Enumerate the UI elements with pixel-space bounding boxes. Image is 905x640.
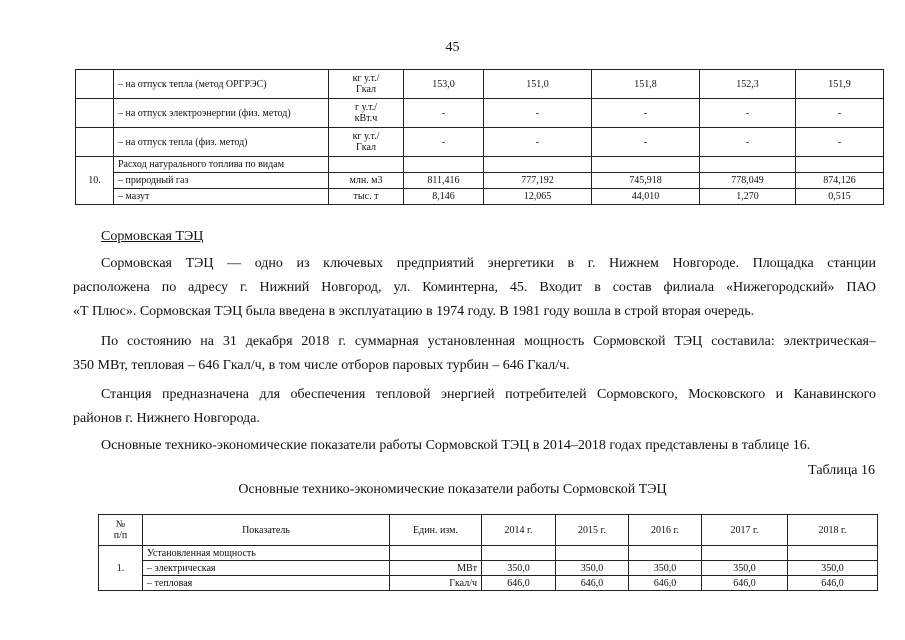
row-number-cell: 10. [76,157,114,205]
header-cell: № п/п [99,515,143,546]
bottom-table [98,514,878,591]
value-cell: 646,0 [556,576,629,591]
table-title: Основные технико-экономические показатели работы Сормовской ТЭЦ [238,482,667,497]
row-number-cell [76,99,114,128]
table-row [99,576,878,591]
page-number: 45 [445,40,460,55]
paragraph-2 [73,330,876,378]
value-cell: 745,918 [592,173,700,189]
value-cell [796,157,884,173]
value-cell: 777,192 [484,173,592,189]
text-line: районов г. Нижнего Новгорода. [73,411,260,426]
value-cell: 646,0 [482,576,556,591]
table-row [76,189,884,205]
value-cell: 350,0 [629,561,702,576]
header-cell: 2016 г. [629,515,702,546]
value-cell [629,546,702,561]
value-cell: 8,146 [404,189,484,205]
text-line: расположена по адресу г. Нижний Новгород, ул. Коминтерна, 45. Входит в состав филиала «Нижегородский» ПАО [73,280,876,295]
indicator-cell: – тепловая [143,576,390,591]
unit-cell: г у.т./ кВт.ч [329,99,404,128]
unit-cell: Гкал/ч [390,576,482,591]
text-line: Станция предназначена для обеспечения тепловой энергией потребителей Сормовского, Московского и Канавинского [101,387,876,402]
value-cell [482,546,556,561]
value-cell: - [484,128,592,157]
value-cell: 778,049 [700,173,796,189]
value-cell: 12,065 [484,189,592,205]
indicator-cell: – природный газ [114,173,329,189]
value-cell: - [700,128,796,157]
value-cell: 151,8 [592,70,700,99]
text-line: По состоянию на 31 декабря 2018 г. суммарная установленная мощность Сормовской ТЭЦ составила: электрическая– [101,334,876,349]
value-cell: - [592,99,700,128]
section-heading: Сормовская ТЭЦ [101,229,204,244]
unit-cell [329,157,404,173]
value-cell: 44,010 [592,189,700,205]
header-cell: 2015 г. [556,515,629,546]
table-row [99,561,878,576]
unit-cell: МВт [390,561,482,576]
paragraph-1 [73,252,876,324]
value-cell [592,157,700,173]
value-cell: 151,0 [484,70,592,99]
value-cell: 0,515 [796,189,884,205]
value-cell [700,157,796,173]
value-cell: 350,0 [556,561,629,576]
value-cell: 646,0 [629,576,702,591]
value-cell: 646,0 [788,576,878,591]
unit-cell: кг у.т./ Гкал [329,70,404,99]
value-cell: 350,0 [482,561,556,576]
table-header-row [99,515,878,546]
table-row [76,157,884,173]
value-cell: 152,3 [700,70,796,99]
text-line: 350 МВт, тепловая – 646 Гкал/ч, в том числе отборов паровых турбин – 646 Гкал/ч. [73,358,570,373]
row-number-cell: 1. [99,546,143,591]
indicator-cell: – на отпуск тепла (метод ОРГРЭС) [114,70,329,99]
table-row [76,99,884,128]
header-cell: 2017 г. [702,515,788,546]
indicator-cell: Установленная мощность [143,546,390,561]
value-cell [404,157,484,173]
indicator-cell: – мазут [114,189,329,205]
unit-cell [390,546,482,561]
paragraph-4 [101,434,876,458]
value-cell: - [484,99,592,128]
unit-cell: тыс. т [329,189,404,205]
value-cell: 646,0 [702,576,788,591]
value-cell: - [592,128,700,157]
value-cell: - [796,128,884,157]
value-cell: 350,0 [702,561,788,576]
header-cell: Един. изм. [390,515,482,546]
table-label: Таблица 16 [808,463,875,478]
indicator-cell: – электрическая [143,561,390,576]
row-number-cell [76,70,114,99]
value-cell: 874,126 [796,173,884,189]
value-cell [484,157,592,173]
paragraph-3 [73,383,876,431]
value-cell [788,546,878,561]
value-cell [556,546,629,561]
indicator-cell: – на отпуск электроэнергии (физ. метод) [114,99,329,128]
value-cell: - [404,99,484,128]
indicator-cell: Расход натурального топлива по видам [114,157,329,173]
indicator-cell: – на отпуск тепла (физ. метод) [114,128,329,157]
text-line: Сормовская ТЭЦ — одно из ключевых предприятий энергетики в г. Нижнем Новгороде. Площадка станции [101,256,876,271]
unit-cell: млн. м3 [329,173,404,189]
value-cell: 151,9 [796,70,884,99]
table-row [76,173,884,189]
table-row [99,546,878,561]
table-row [76,70,884,99]
text-line: «Т Плюс». Сормовская ТЭЦ была введена в эксплуатацию в 1974 году. В 1981 году вошла в строй вторая очередь. [73,304,755,319]
table-row [76,128,884,157]
row-number-cell [76,128,114,157]
text-line: Основные технико-экономические показатели работы Сормовской ТЭЦ в 2014–2018 годах представлены в таблице 16. [101,438,811,453]
value-cell [702,546,788,561]
header-cell: 2014 г. [482,515,556,546]
value-cell: - [404,128,484,157]
unit-cell: кг у.т./ Гкал [329,128,404,157]
value-cell: 350,0 [788,561,878,576]
top-table [75,69,884,205]
header-cell: Показатель [143,515,390,546]
value-cell: - [796,99,884,128]
value-cell: 1,270 [700,189,796,205]
value-cell: - [700,99,796,128]
header-cell: 2018 г. [788,515,878,546]
value-cell: 153,0 [404,70,484,99]
value-cell: 811,416 [404,173,484,189]
